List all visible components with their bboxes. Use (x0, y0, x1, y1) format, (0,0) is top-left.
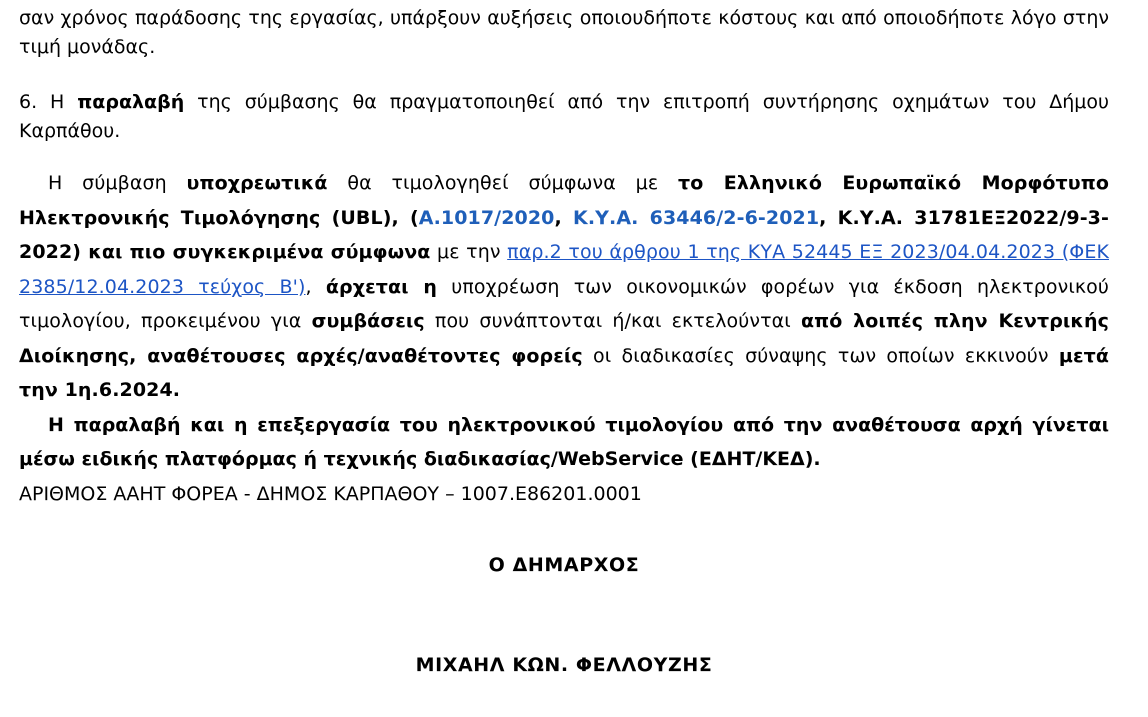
signature-name: ΜΙΧΑΗΛ ΚΩΝ. ΦΕΛΛΟΥΖΗΣ (415, 654, 713, 676)
paragraph-invoice (19, 166, 1109, 408)
invoice-text-7: οι διαδικασίες σύναψης των οποίων εκκινούν (582, 344, 1059, 367)
paragraph-6 (19, 88, 1109, 146)
invoice-text-1: Η σύμβαση (48, 172, 187, 194)
invoice-text-3: με την (430, 241, 508, 263)
invoice-bold-3: , (554, 206, 573, 229)
paragraph-6-bold-word: παραλαβή (77, 91, 185, 113)
invoice-bold-4: , Κ.Υ.Α. 31781ΕΞ2022/9-3-2022) και πιο συγκεκριμένα σύμφωνα (19, 206, 1109, 263)
paragraph-intro (19, 4, 1109, 62)
paragraph-receipt-text: Η παραλαβή και η επεξεργασία του ηλεκτρονικού τιμολογίου από την αναθέτουσα αρχή γίνεται μέσω ειδικής πλατφόρμας ή τεχνικής διαδικασίας/WebService (ΕΔΗΤ/ΚΕΔ). (19, 413, 1109, 470)
invoice-bold-8: μετά την 1η.6.2024. (19, 344, 1109, 401)
invoice-bold-7: από λοιπές πλην Κεντρικής Διοίκησης, αναθέτουσες αρχές/αναθέτοντες φορείς (19, 310, 1109, 367)
invoice-text-4: , (305, 275, 326, 298)
invoice-bold-1: υποχρεωτικά (186, 172, 328, 194)
aaht-line-text: ΑΡΙΘΜΟΣ ΑΑΗΤ ΦΟΡΕΑ - ΔΗΜΟΣ ΚΑΡΠΑΘΟΥ – 1007.Ε86201.0001 (19, 482, 642, 505)
invoice-ref-a1017: Α.1017/2020 (418, 206, 555, 229)
paragraph-6-prefix: 6. Η (19, 91, 78, 113)
invoice-text-6: που συνάπτονται ή/και εκτελούνται (424, 310, 801, 332)
aaht-line (19, 477, 1109, 512)
signature-title: Ο ΔΗΜΑΡΧΟΣ (488, 554, 640, 576)
invoice-bold-2: το Ελληνικό Ευρωπαϊκό Μορφότυπο Ηλεκτρονικής Τιμολόγησης (UBL), ( (19, 172, 1109, 229)
invoice-text-5: υποχρέωση των οικονομικών φορέων για έκδοση ηλεκτρονικού τιμολογίου, προκειμένου για (19, 275, 1109, 332)
paragraph-receipt (19, 408, 1109, 477)
paragraph-6-rest: της σύμβασης θα πραγματοποιηθεί από την επιτροπή συντήρησης οχημάτων του Δήμου Καρπάθου. (19, 91, 1109, 142)
paragraph-intro-text: σαν χρόνος παράδοσης της εργασίας, υπάρξουν αυξήσεις οποιουδήποτε κόστους και από οποιοδήποτε λόγο στην τιμή μονάδας. (19, 7, 1109, 58)
invoice-bold-6: συμβάσεις (311, 310, 425, 332)
invoice-ref-kya-63446: Κ.Υ.Α. 63446/2-6-2021 (573, 206, 820, 229)
invoice-text-2: θα τιμολογηθεί σύμφωνα με (327, 172, 678, 194)
kya-52445-link[interactable]: παρ.2 του άρθρου 1 της ΚΥΑ 52445 ΕΞ 2023/04.04.2023 (ΦΕΚ 2385/12.04.2023 τεύχος Β') (19, 241, 1109, 298)
invoice-bold-5: άρχεται η (325, 275, 438, 298)
